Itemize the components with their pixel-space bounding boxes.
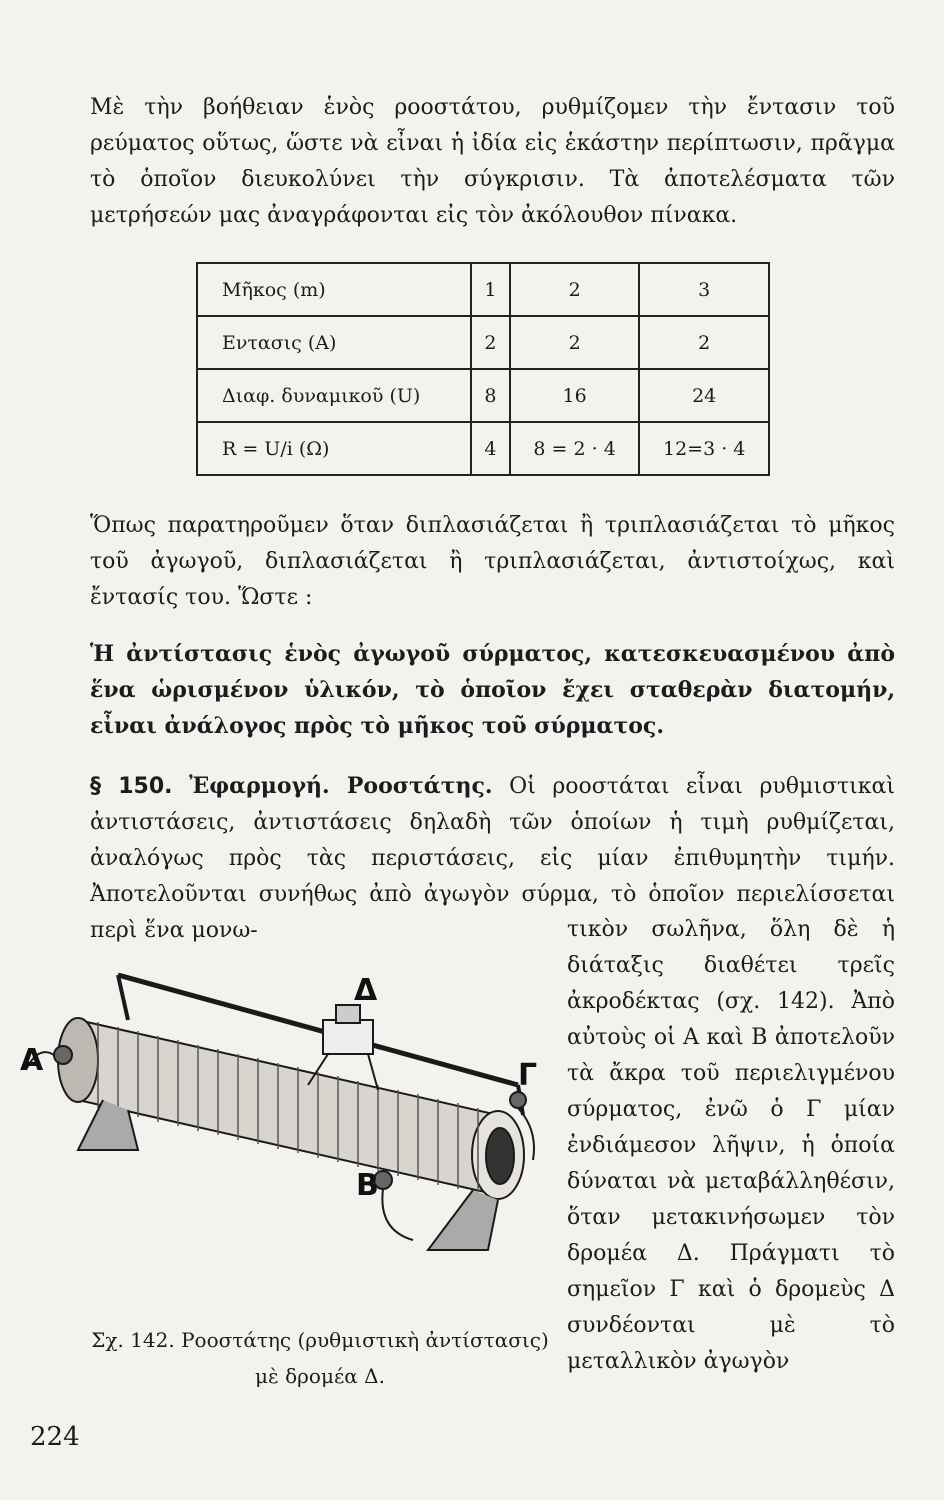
section-wrapped-text: τικὸν σωλῆνα, ὅλη δὲ ἡ διάταξις διαθέτει τρεῖς ἀκροδέκτας (σχ. 142). Ἀπὸ αὐτοὺς οἱ Α καὶ Β ἀποτελοῦν τὰ ἄκρα τοῦ περιελιγμένου σύρματος, ἐνῶ ὁ Γ μίαν ἐνδιάμεσον λῆψιν, ἡ ὁποία δύναται νὰ μεταβάλληθέσιν, ὅταν μετακινήσωμεν τὸν δρομέα Δ. Πράγματι τὸ σημεῖον Γ καὶ ὁ δρομεὺς Δ συνδέονται μὲ τὸ μεταλλικὸν ἀγωγὸν xyxy=(567,917,895,1374)
row-label: Μῆκος (m) xyxy=(197,263,471,316)
intro-paragraph: Μὲ τὴν βοήθειαν ἑνὸς ροοστάτου, ρυθμίζομεν τὴν ἔντασιν τοῦ ρεύματος οὕτως, ὥστε νὰ εἶναι ἡ ἰδία εἰς ἑκάστην περίπτωσιν, πρᾶγμα τὸ ὁποῖον διευκολύνει τὴν σύγκρισιν. Τὰ ἀποτελέσματα τῶν μετρήσεών μας ἀναγράφονται εἰς τὸν ἀκόλουθον πίνακα. xyxy=(90,95,895,228)
table-cell: 2 xyxy=(510,316,640,369)
table-cell: 2 xyxy=(639,316,769,369)
table-cell: 2 xyxy=(510,263,640,316)
table-cell: 4 xyxy=(471,422,510,475)
table-cell: 24 xyxy=(639,369,769,422)
table-row xyxy=(197,422,769,475)
table-cell: 8 xyxy=(471,369,510,422)
section-text: Οἱ ροοστάται εἶναι ρυθμιστικαὶ ἀντιστάσεις, ἀντιστάσεις δηλαδὴ τῶν ὁποίων ἡ τιμὴ ρυθμίζεται, ἀναλόγως πρὸς τὰς περιστάσεις, εἰς μίαν ἐπιθυμητὴν τιμήν. Ἀποτελοῦνται συνήθως ἀπὸ ἀγωγὸν σύρμα, τὸ ὁποῖον περιελίσσεται περὶ ἕνα μονω- xyxy=(90,774,895,943)
observation-paragraph: Ὅπως παρατηροῦμεν ὅταν διπλασιάζεται ἢ τριπλασιάζεται τὸ μῆκος τοῦ ἀγωγοῦ, διπλασιάζεται ἢ τριπλασιάζεται, ἀντιστοίχως, καὶ ἔντασίς του. Ὥστε : xyxy=(90,513,895,610)
label-d: Δ xyxy=(354,973,378,1008)
row-label: R = U/i (Ω) xyxy=(197,422,471,475)
figure-caption: Σχ. 142. Ροοστάτης (ρυθμιστικὴ ἀντίστασις) μὲ δρομέα Δ. xyxy=(91,1328,549,1388)
table-cell: 16 xyxy=(510,369,640,422)
section-number: § 150. xyxy=(90,774,173,799)
table-row xyxy=(197,316,769,369)
table-cell: 3 xyxy=(639,263,769,316)
table-cell: 1 xyxy=(471,263,510,316)
table-row xyxy=(197,263,769,316)
row-label: Διαφ. δυναμικοῦ (U) xyxy=(197,369,471,422)
label-g: Γ xyxy=(518,1058,538,1093)
page-number: 224 xyxy=(30,1422,80,1452)
table-cell: 12=3 · 4 xyxy=(639,422,769,475)
label-a: Α xyxy=(20,1043,44,1078)
label-b: Β xyxy=(356,1168,379,1203)
table-cell: 2 xyxy=(471,316,510,369)
rheostat-figure xyxy=(18,950,553,1325)
section-title: Ἐφαρμογή. Ροοστάτης. xyxy=(189,773,493,799)
row-label: Εντασις (A) xyxy=(197,316,471,369)
measurement-table xyxy=(196,262,770,476)
rheostat-illustration xyxy=(26,975,534,1250)
table-row xyxy=(197,369,769,422)
table-cell: 8 = 2 · 4 xyxy=(510,422,640,475)
law-statement: Ἡ ἀντίστασις ἑνὸς ἀγωγοῦ σύρματος, κατεσκευασμένου ἀπὸ ἕνα ὡρισμένον ὑλικόν, τὸ ὁποῖον ἔχει σταθερὰν διατομήν, εἶναι ἀνάλογος πρὸς τὸ μῆκος τοῦ σύρματος. xyxy=(90,641,895,739)
